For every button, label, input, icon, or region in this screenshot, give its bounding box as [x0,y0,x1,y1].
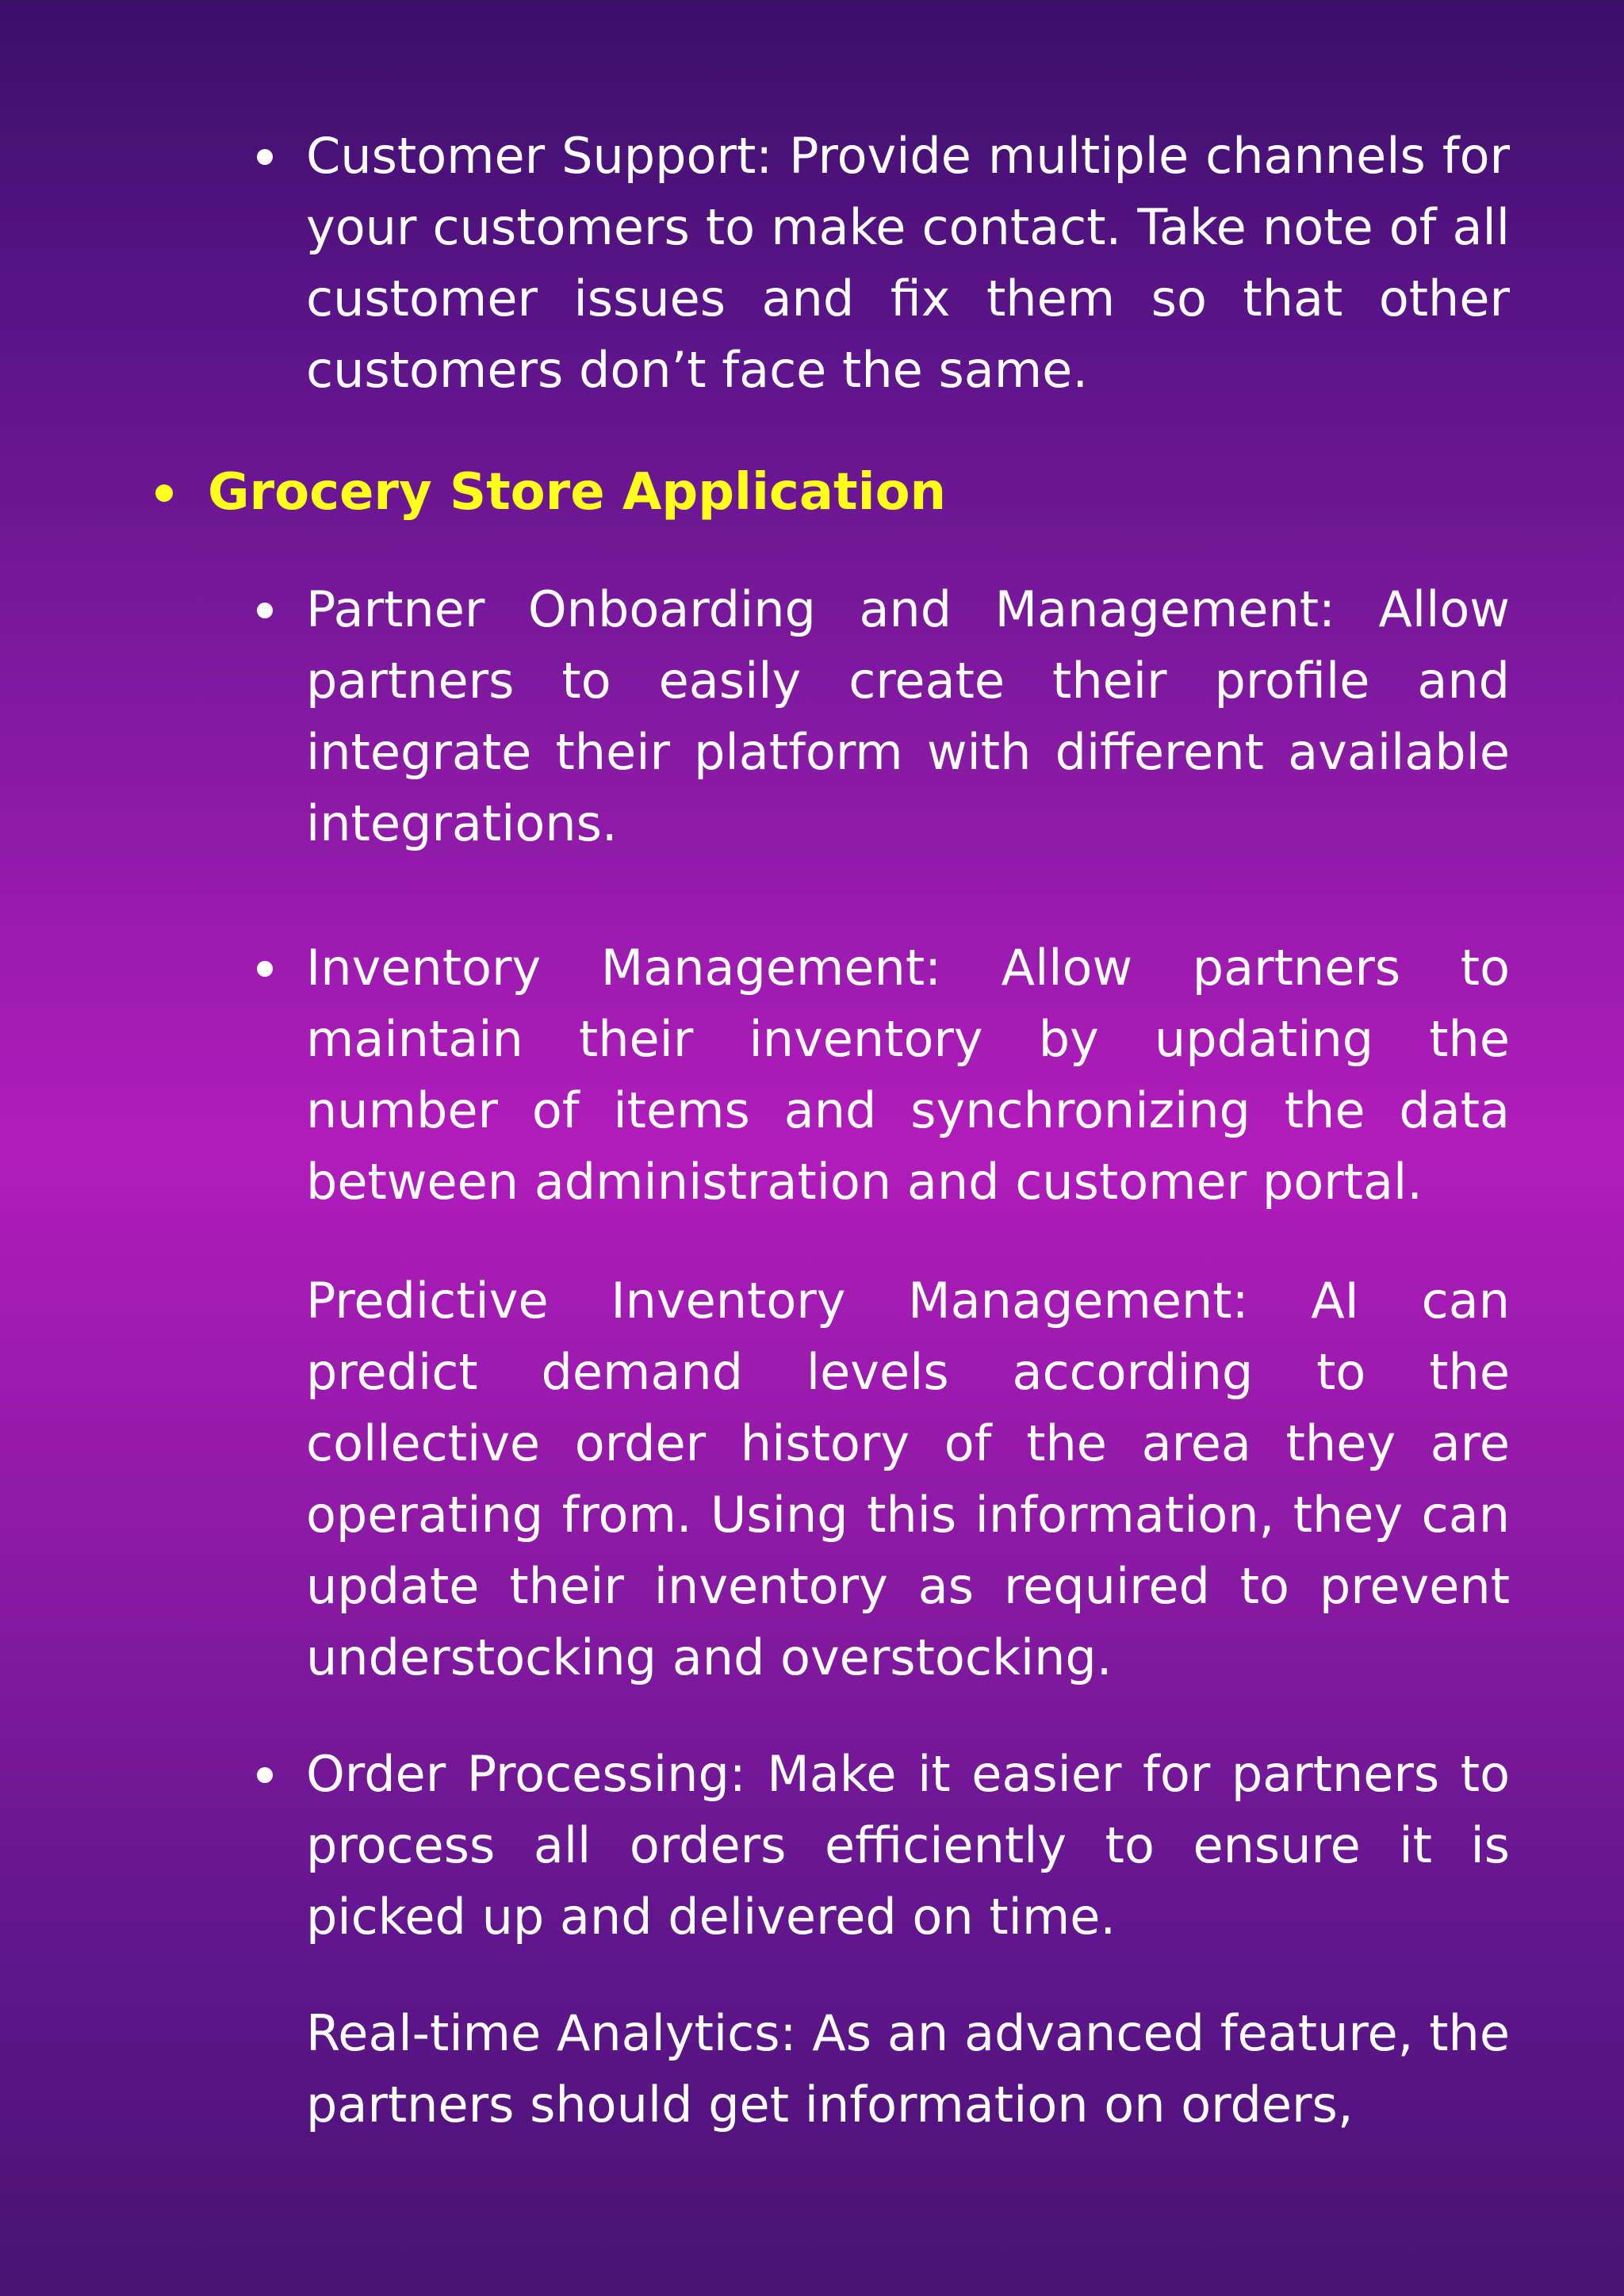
order-processing-item: Order Processing: Make it easier for partners to process all orders efficiently to ensure it is picked up and delivered on time. [306,1745,1510,1946]
partner-onboarding-item: Partner Onboarding and Management: Allow partners to easily create their profile and integrate their platform with different available integrations. [306,580,1510,852]
bullet-icon [257,961,273,977]
section-title: Grocery Store Application [208,463,947,522]
section-bullet-icon [155,484,173,502]
bullet-icon [257,603,273,618]
predictive-inventory-item: Predictive Inventory Management: AI can predict demand levels according to the collective order history of the area they are operating from. Using this information, they can update their inventory as required to prevent understocking and overstocking. [306,1272,1510,1686]
customer-support-item: Customer Support: Provide multiple channels for your customers to make contact. Take note of all customer issues and fix them so that other customers don’t face the same. [306,127,1510,399]
inventory-management-item: Inventory Management: Allow partners to maintain their inventory by updating the number of items and synchronizing the data between administration and customer portal. [306,939,1510,1211]
bullet-icon [257,149,273,165]
real-time-analytics-item: Real-time Analytics: As an advanced feature, the partners should get information on orders, [306,2004,1510,2133]
bullet-icon [257,1767,273,1783]
